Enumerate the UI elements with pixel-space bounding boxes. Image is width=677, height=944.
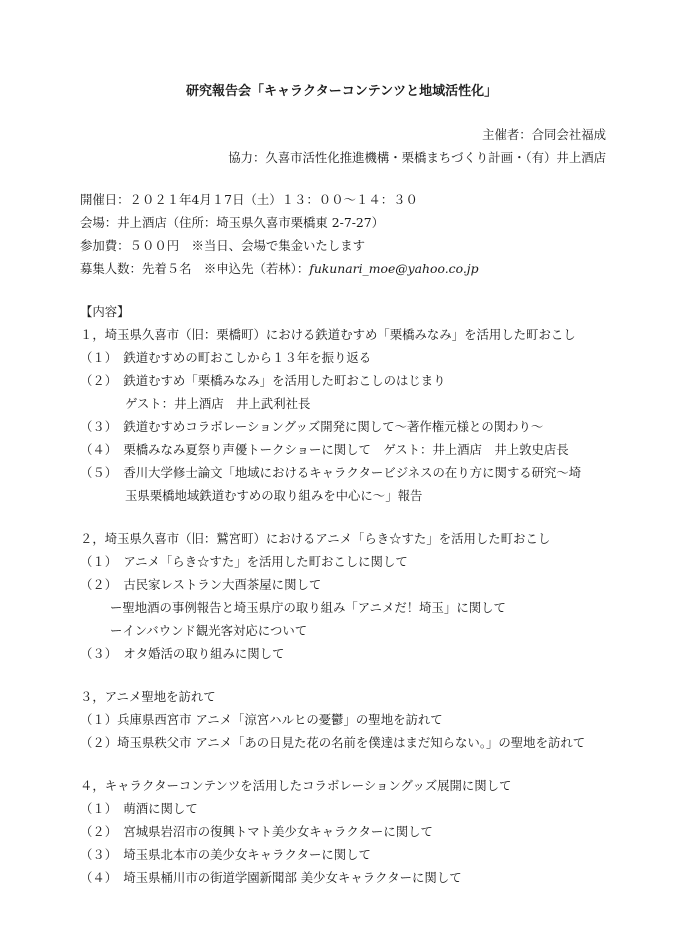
list-item: （４） 埼玉県桶川市の街道学園新聞部 美少女キャラクターに関して — [80, 870, 462, 885]
list-item-guest: ゲスト：井上酒店 井上武利社長 — [125, 396, 311, 411]
list-item: （１） 鉄道むすめの町おこしから１３年を振り返る — [80, 350, 372, 365]
event-fee: 参加費：５００円 ※当日、会場で集金いたします — [80, 238, 365, 253]
list-item: （１） アニメ「らき☆すた」を活用した町おこしに関して — [80, 554, 408, 569]
list-item-continuation: 玉県栗橋地域鉄道むすめの取り組みを中心に〜」報告 — [125, 488, 423, 503]
cooperation-line: 協力：久喜市活性化推進機構・栗橋まちづくり計画・（有）井上酒店 — [228, 150, 606, 165]
organizer-line: 主催者：合同会社福成 — [482, 127, 606, 142]
event-date: 開催日：２０２１年4月１7日（土）１３：００〜１４：３０ — [80, 192, 418, 207]
list-item: （３） オタ婚活の取り組みに関して — [80, 646, 285, 661]
list-item: （２） 古民家レストラン大酉茶屋に関して — [80, 577, 322, 592]
list-item: （２） 鉄道むすめ「栗橋みなみ」を活用した町おこしのはじまり — [80, 373, 446, 388]
list-item: （１） 萌酒に関して — [80, 801, 198, 816]
document-title: 研究報告会「キャラクターコンテンツと地域活性化」 — [186, 84, 498, 99]
section-heading: ４，キャラクターコンテンツを活用したコラボレーショングッズ展開に関して — [80, 778, 512, 793]
list-item: （３） 埼玉県北本市の美少女キャラクターに関して — [80, 847, 371, 862]
contact-email: fukunari_moe@yahoo.co.jp — [309, 261, 479, 276]
list-item: （２）埼玉県秩父市 アニメ「あの日見た花の名前を僕達はまだ知らない。」の聖地を訪れて — [80, 735, 586, 750]
list-subitem: ーインバウンド観光客対応について — [110, 623, 308, 638]
list-subitem: ー聖地酒の事例報告と埼玉県庁の取り組み「アニメだ！埼玉」に関して — [110, 600, 506, 615]
event-venue: 会場：井上酒店（住所：埼玉県久喜市栗橋東 2-7-27） — [80, 215, 385, 230]
section-heading: １，埼玉県久喜市（旧：栗橋町）における鉄道むすめ「栗橋みなみ」を活用した町おこし — [80, 327, 576, 342]
list-item: （３） 鉄道むすめコラボレーショングッズ開発に関して〜著作権元様との関わり〜 — [80, 419, 544, 434]
section-heading: ２，埼玉県久喜市（旧：鷲宮町）におけるアニメ「らき☆すた」を活用した町おこし — [80, 531, 551, 546]
list-item: （５） 香川大学修士論文「地域におけるキャラクタービジネスの在り方に関する研究〜埼 — [80, 465, 582, 480]
list-item: （１）兵庫県西宮市 アニメ「涼宮ハルヒの憂鬱」の聖地を訪れて — [80, 712, 443, 727]
list-item: （２） 宮城県岩沼市の復興トマト美少女キャラクターに関して — [80, 824, 433, 839]
event-recruitment — [80, 261, 479, 277]
section-heading: ３，アニメ聖地を訪れて — [80, 689, 216, 704]
list-item: （４） 栗橋みなみ夏祭り声優トークショーに関して ゲスト：井上酒店 井上敦史店長 — [80, 442, 569, 457]
recruitment-text: 募集人数：先着５名 ※申込先（若林）： — [80, 261, 310, 276]
contents-heading: 【内容】 — [80, 304, 130, 319]
